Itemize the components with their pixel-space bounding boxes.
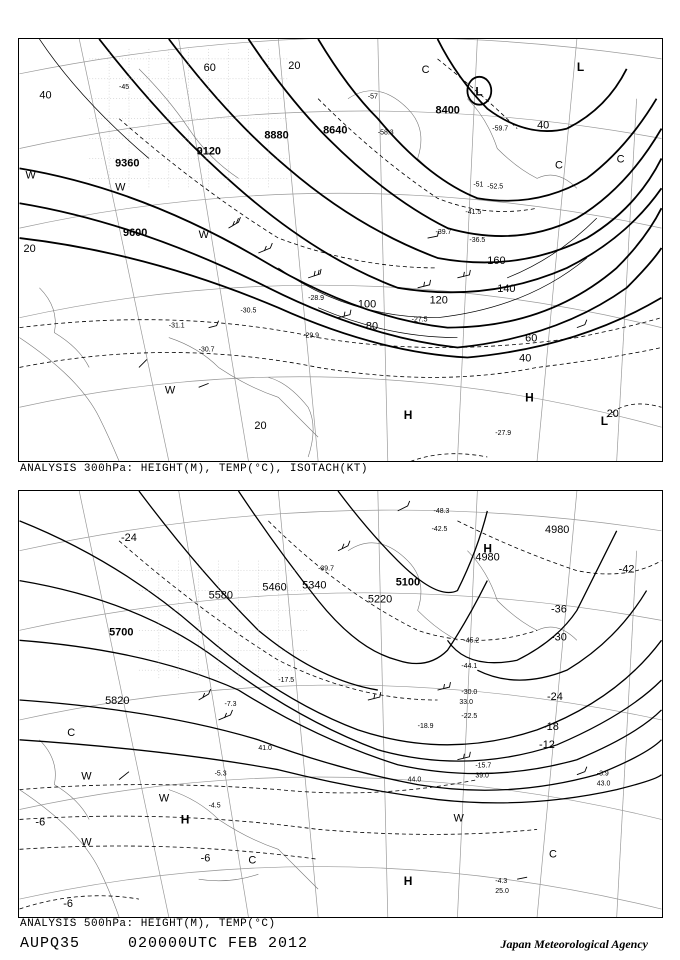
isotherm-label: -6 (200, 852, 211, 865)
isotach-label-60-east: 60 (525, 332, 538, 345)
station-value: -15.7 (475, 762, 492, 770)
height-label-4980: 4980 (475, 551, 500, 564)
isotach-label-20-west: 20 (23, 242, 36, 255)
isotherm-label: -6 (35, 816, 46, 829)
isotach-label-80: 80 (365, 320, 379, 333)
low-pressure-center: L (600, 414, 609, 429)
isotherm-label: -18 (543, 720, 559, 733)
station-value: -4.5 (208, 802, 221, 810)
station-value: -4.3 (495, 878, 508, 886)
temp-label: -30.5 (240, 307, 257, 315)
isotherm-label: -30 (551, 631, 567, 644)
warm-mark: W (25, 169, 36, 182)
high-pressure-center: H (483, 541, 492, 556)
graticule-300 (20, 39, 662, 461)
low-pressure-center: L (576, 59, 585, 74)
isotach-label-40: 40 (39, 89, 52, 102)
cold-mark: C (421, 63, 430, 76)
warm-mark: W (164, 384, 176, 397)
high-pressure-center: H (525, 390, 534, 405)
panel-caption-500hpa: ANALYSIS 500hPa: HEIGHT(M), TEMP(°C) (20, 918, 276, 930)
height-label-9120: 9120 (196, 145, 222, 158)
height-label-9600: 9600 (123, 227, 148, 240)
isotach-label-100: 100 (357, 298, 377, 311)
isotach-label-40-ne: 40 (537, 119, 550, 132)
station-value: 43.0 (596, 780, 611, 788)
station-value: -48.3 (433, 507, 450, 515)
isotach-label-20-east: 20 (606, 408, 619, 421)
station-value: -45.2 (463, 637, 480, 645)
temp-label: -27.9 (495, 430, 512, 438)
height-label-9360: 9360 (115, 157, 140, 170)
temp-label: -28.9 (308, 294, 325, 302)
height-label-8640: 8640 (323, 124, 348, 137)
station-value: -18.9 (417, 722, 434, 730)
temp-label: -52.5 (487, 183, 504, 191)
temp-label: -30.7 (198, 346, 215, 354)
isotherm-label: -42 (618, 563, 635, 576)
height-label-8880: 8880 (264, 129, 289, 142)
height-contours-500 (20, 491, 662, 803)
high-pressure-center: H (403, 408, 413, 423)
chart-valid-time: 020000UTC FEB 2012 (128, 935, 309, 952)
station-value: -7.3 (224, 700, 237, 708)
station-value: 41.0 (258, 744, 272, 752)
cold-mark: C (554, 159, 563, 172)
station-value: 25.0 (495, 888, 509, 896)
height-label-5460: 5460 (262, 581, 287, 594)
height-label-5100: 5100 (395, 576, 421, 589)
station-value: 44.0 (407, 776, 422, 784)
isotach-label-120: 120 (429, 294, 448, 307)
high-pressure-center: H (180, 812, 190, 827)
isotach-label-20: 20 (288, 59, 301, 72)
temp-label: -31.1 (168, 322, 185, 330)
station-value: 39.0 (475, 772, 489, 780)
temp-label: -45 (119, 83, 130, 91)
warm-mark: W (81, 836, 92, 849)
temp-label: -27.5 (411, 316, 428, 324)
isotherms-300 (20, 59, 662, 461)
cold-mark: C (248, 854, 257, 867)
temp-label: -29.9 (303, 332, 320, 340)
station-value: -17.5 (278, 677, 295, 685)
panel-caption-300hpa: ANALYSIS 300hPa: HEIGHT(M), TEMP(°C), ISOTACH(KT) (20, 463, 368, 475)
warm-mark: W (81, 770, 92, 783)
agency-name: Japan Meteorological Agency (500, 937, 648, 951)
warm-mark: W (453, 812, 464, 825)
temp-label: -39.7 (435, 229, 452, 237)
height-label-5220: 5220 (367, 593, 393, 606)
warm-mark: W (198, 229, 210, 242)
high-pressure-center: H (403, 874, 413, 889)
warm-mark: W (115, 181, 126, 194)
temp-label: -58.3 (377, 129, 394, 137)
height-label-5340: 5340 (302, 579, 327, 592)
map-panel-300hpa (18, 38, 663, 462)
temp-label: -36.5 (469, 237, 486, 245)
cold-mark: C (549, 848, 557, 861)
isotach-label-160: 160 (487, 254, 506, 267)
map-500hpa-canvas (19, 491, 662, 917)
isotherm-label: -24 (547, 691, 563, 704)
station-value: -44.1 (461, 663, 478, 671)
isotach-label-60: 60 (203, 61, 216, 74)
coastlines-500 (20, 543, 577, 917)
station-value: -3.9 (596, 770, 609, 778)
temp-label: -59.7 (492, 125, 509, 133)
temp-label: -41.5 (465, 209, 482, 217)
height-label-5820: 5820 (105, 695, 130, 707)
temp-label: -51 (473, 181, 484, 189)
cold-mark: C (67, 726, 76, 739)
height-label-5700: 5700 (109, 626, 134, 639)
chart-id: AUPQ35 (20, 935, 81, 952)
map-panel-500hpa (18, 490, 663, 918)
isotherm-label: -6 (63, 898, 74, 911)
height-label-8400: 8400 (435, 104, 460, 117)
isotach-label-40-east: 40 (519, 352, 532, 365)
isotherm-label: -24 (121, 531, 137, 544)
station-value: -22.5 (461, 712, 478, 720)
station-value: 33.0 (459, 699, 473, 706)
height-contours-300 (20, 39, 662, 357)
low-pressure-center: L (475, 84, 483, 99)
map-300hpa-canvas (19, 39, 662, 461)
station-value: -5.3 (214, 770, 227, 778)
station-value: -39.7 (318, 565, 334, 573)
cold-mark: C (616, 153, 625, 166)
height-label-5580: 5580 (208, 589, 233, 602)
isotach-label-140: 140 (497, 282, 516, 295)
isotherm-label: -12 (539, 738, 555, 751)
station-value: -30.0 (461, 689, 478, 697)
height-label-4980: 4980 (545, 523, 570, 536)
temp-label: -57 (367, 93, 378, 101)
warm-mark: W (158, 792, 170, 805)
isotach-label-20-south: 20 (254, 420, 267, 433)
isotherms-500 (20, 521, 662, 909)
station-value: -42.5 (431, 525, 448, 533)
isotherm-label: -36 (551, 603, 567, 616)
